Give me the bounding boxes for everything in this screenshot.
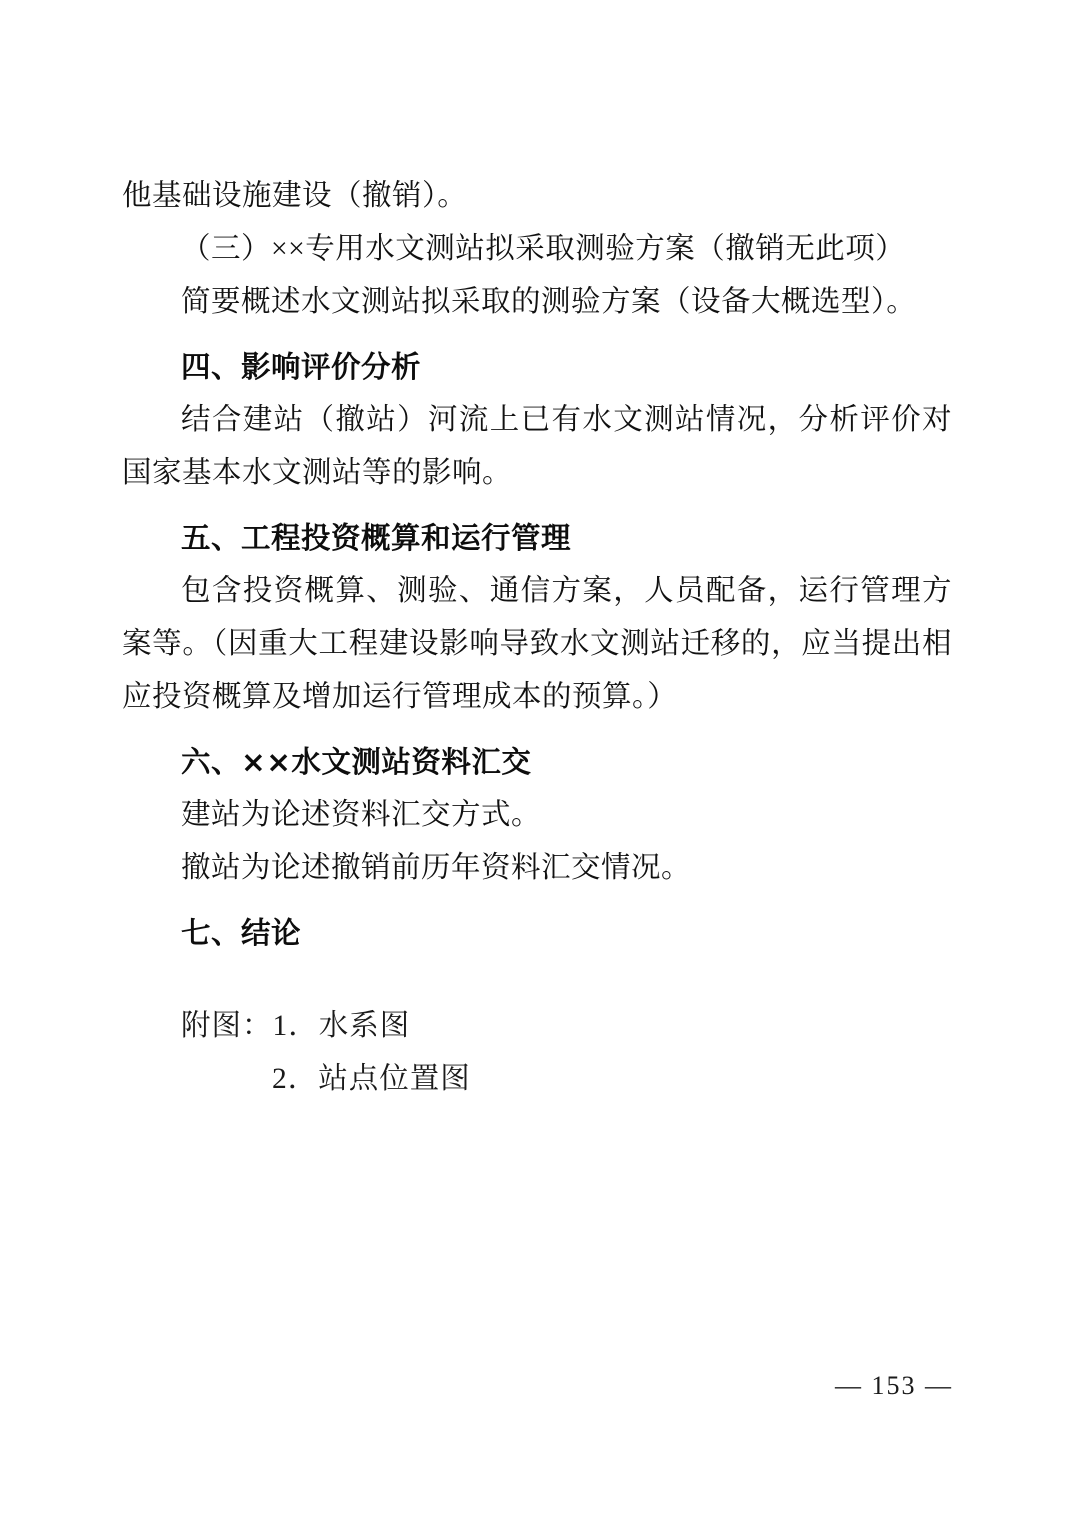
paragraph-continuation: 他基础设施建设（撤销）。 <box>122 180 468 212</box>
spacer <box>122 724 952 736</box>
spacer <box>122 500 952 512</box>
paragraph-section-three: （三）××专用水文测站拟采取测验方案（撤销无此项） <box>181 233 906 265</box>
paragraph-investment-management: 包含投资概算、测验、通信方案，人员配备，运行管理方案等。（因重大工程建设影响导致水文测站迁移的，应当提出相应投资概算及增加运行管理成本的预算。） <box>122 575 952 713</box>
paragraph-station-establishment: 建站为论述资料汇交方式。 <box>181 799 542 831</box>
spacer <box>122 895 952 907</box>
page-number: — 153 — <box>835 1371 953 1400</box>
heading-seven-conclusion: 七、结论 <box>181 916 302 950</box>
heading-five-investment-management: 五、工程投资概算和运行管理 <box>181 521 572 555</box>
paragraph-impact-analysis: 结合建站（撤站）河流上已有水文测站情况，分析评价对国家基本水文测站等的影响。 <box>122 404 952 489</box>
heading-six-data-submission: 六、××水文测站资料汇交 <box>181 745 532 779</box>
heading-four-impact-analysis: 四、影响评价分析 <box>181 350 422 384</box>
spacer <box>122 329 952 341</box>
attachment-list-item-2: 2．站点位置图 <box>272 1063 471 1095</box>
attachment-list-item-1: 附图：1．水系图 <box>181 1010 411 1042</box>
paragraph-station-removal: 撤站为论述撤销前历年资料汇交情况。 <box>181 852 692 884</box>
paragraph-measurement-plan: 简要概述水文测站拟采取的测验方案（设备大概选型）。 <box>181 286 917 318</box>
spacer <box>122 960 952 1000</box>
document-body <box>122 170 952 1106</box>
